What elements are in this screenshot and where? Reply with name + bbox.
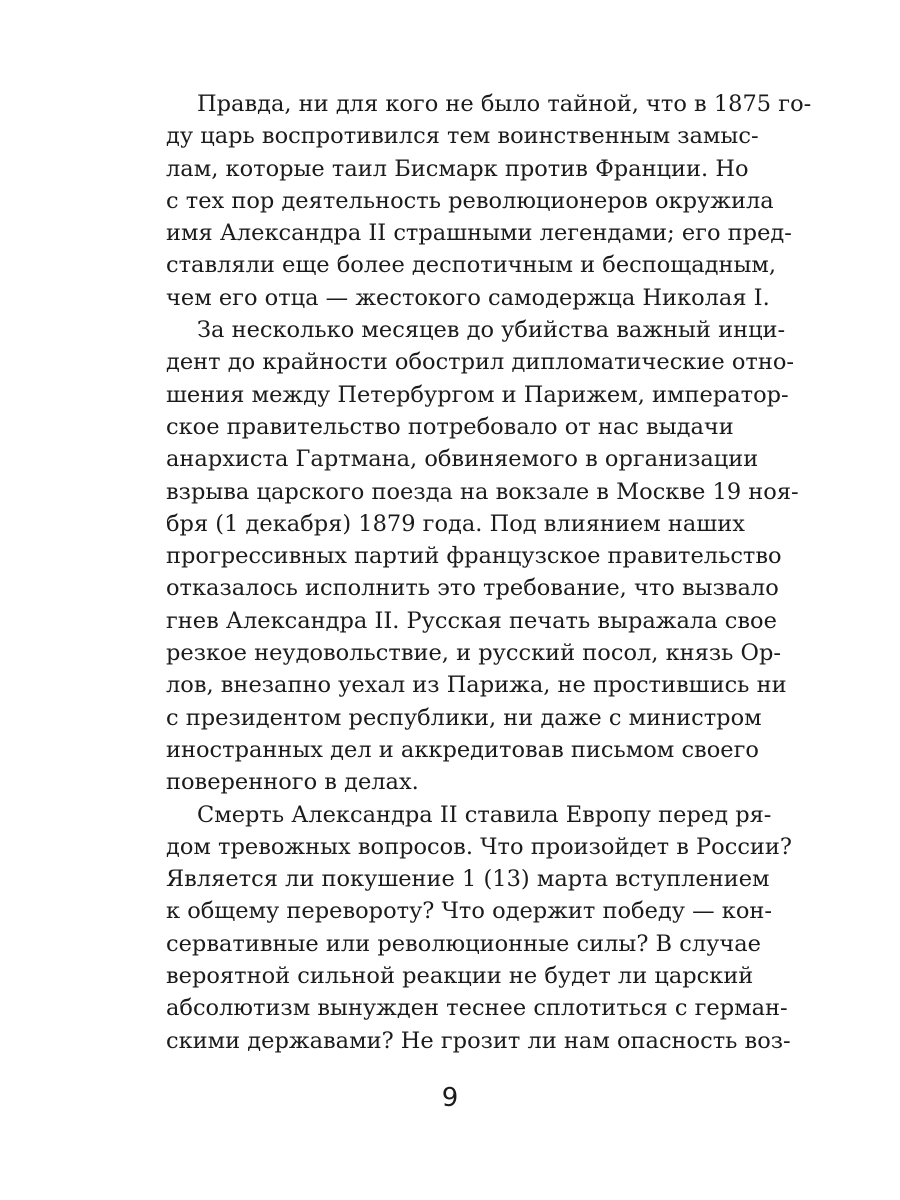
text-line: отказалось исполнить это требование, что вызвало [166, 575, 779, 602]
text-line: поверенного в делах. [166, 769, 419, 796]
text-line: ское правительство потребовало от нас выдачи [166, 413, 734, 440]
text-line: гнев Александра II. Русская печать выражала свое [166, 607, 777, 634]
text-line: к общему перевороту? Что одержит победу — кон- [166, 898, 772, 925]
text-line: сервативные или революционные силы? В случае [166, 930, 761, 957]
text-line: скими державами? Не грозит ли нам опасность воз- [166, 1027, 791, 1054]
body-text [166, 88, 812, 1057]
text-line: дом тревожных вопросов. Что произойдет в России? [166, 833, 792, 860]
text-line: Является ли покушение 1 (13) марта вступлением [166, 866, 770, 893]
paragraph-2 [166, 314, 799, 798]
text-line: взрыва царского поезда на вокзале в Москве 19 ноя- [166, 478, 799, 505]
text-line: ду царь воспротивился тем воинственным замыс- [166, 123, 759, 150]
page-number: 9 [441, 1083, 459, 1113]
text-line: с тех пор деятельность революционеров окружила [166, 187, 774, 214]
text-line: лам, которые таил Бисмарк против Франции. Но [166, 155, 749, 182]
text-line: анархиста Гартмана, обвиняемого в организации [166, 446, 759, 473]
text-line: За несколько месяцев до убийства важный инци- [197, 317, 786, 344]
text-line: чем его отца — жестокого самодержца Николая I. [166, 284, 770, 311]
text-line: Правда, ни для кого не было тайной, что в 1875 го- [197, 91, 812, 117]
text-line: прогрессивных партий французское правительство [166, 543, 782, 570]
paragraph-3 [166, 799, 792, 1057]
text-line: с президентом республики, ни даже с министром [166, 704, 762, 731]
text-line: ставляли еще более деспотичным и беспощадным, [166, 252, 777, 279]
text-line: имя Александра II страшными легендами; его пред- [166, 220, 792, 247]
text-line: шения между Петербургом и Парижем, император- [166, 381, 789, 408]
text-line: бря (1 декабря) 1879 года. Под влиянием наших [166, 510, 745, 537]
text-line: абсолютизм вынужден теснее сплотиться с герман- [166, 995, 788, 1022]
text-line: дент до крайности обострил дипломатические отно- [166, 349, 794, 376]
text-line: вероятной сильной реакции не будет ли царский [166, 963, 754, 990]
paragraph-1 [166, 88, 812, 314]
text-line: лов, внезапно уехал из Парижа, не простившись ни [166, 672, 787, 699]
text-line: резкое неудовольствие, и русский посол, князь Ор- [166, 640, 781, 667]
text-line: Смерть Александра II ставила Европу перед ря- [197, 801, 772, 828]
text-line: иностранных дел и аккредитовав письмом своего [166, 736, 759, 763]
